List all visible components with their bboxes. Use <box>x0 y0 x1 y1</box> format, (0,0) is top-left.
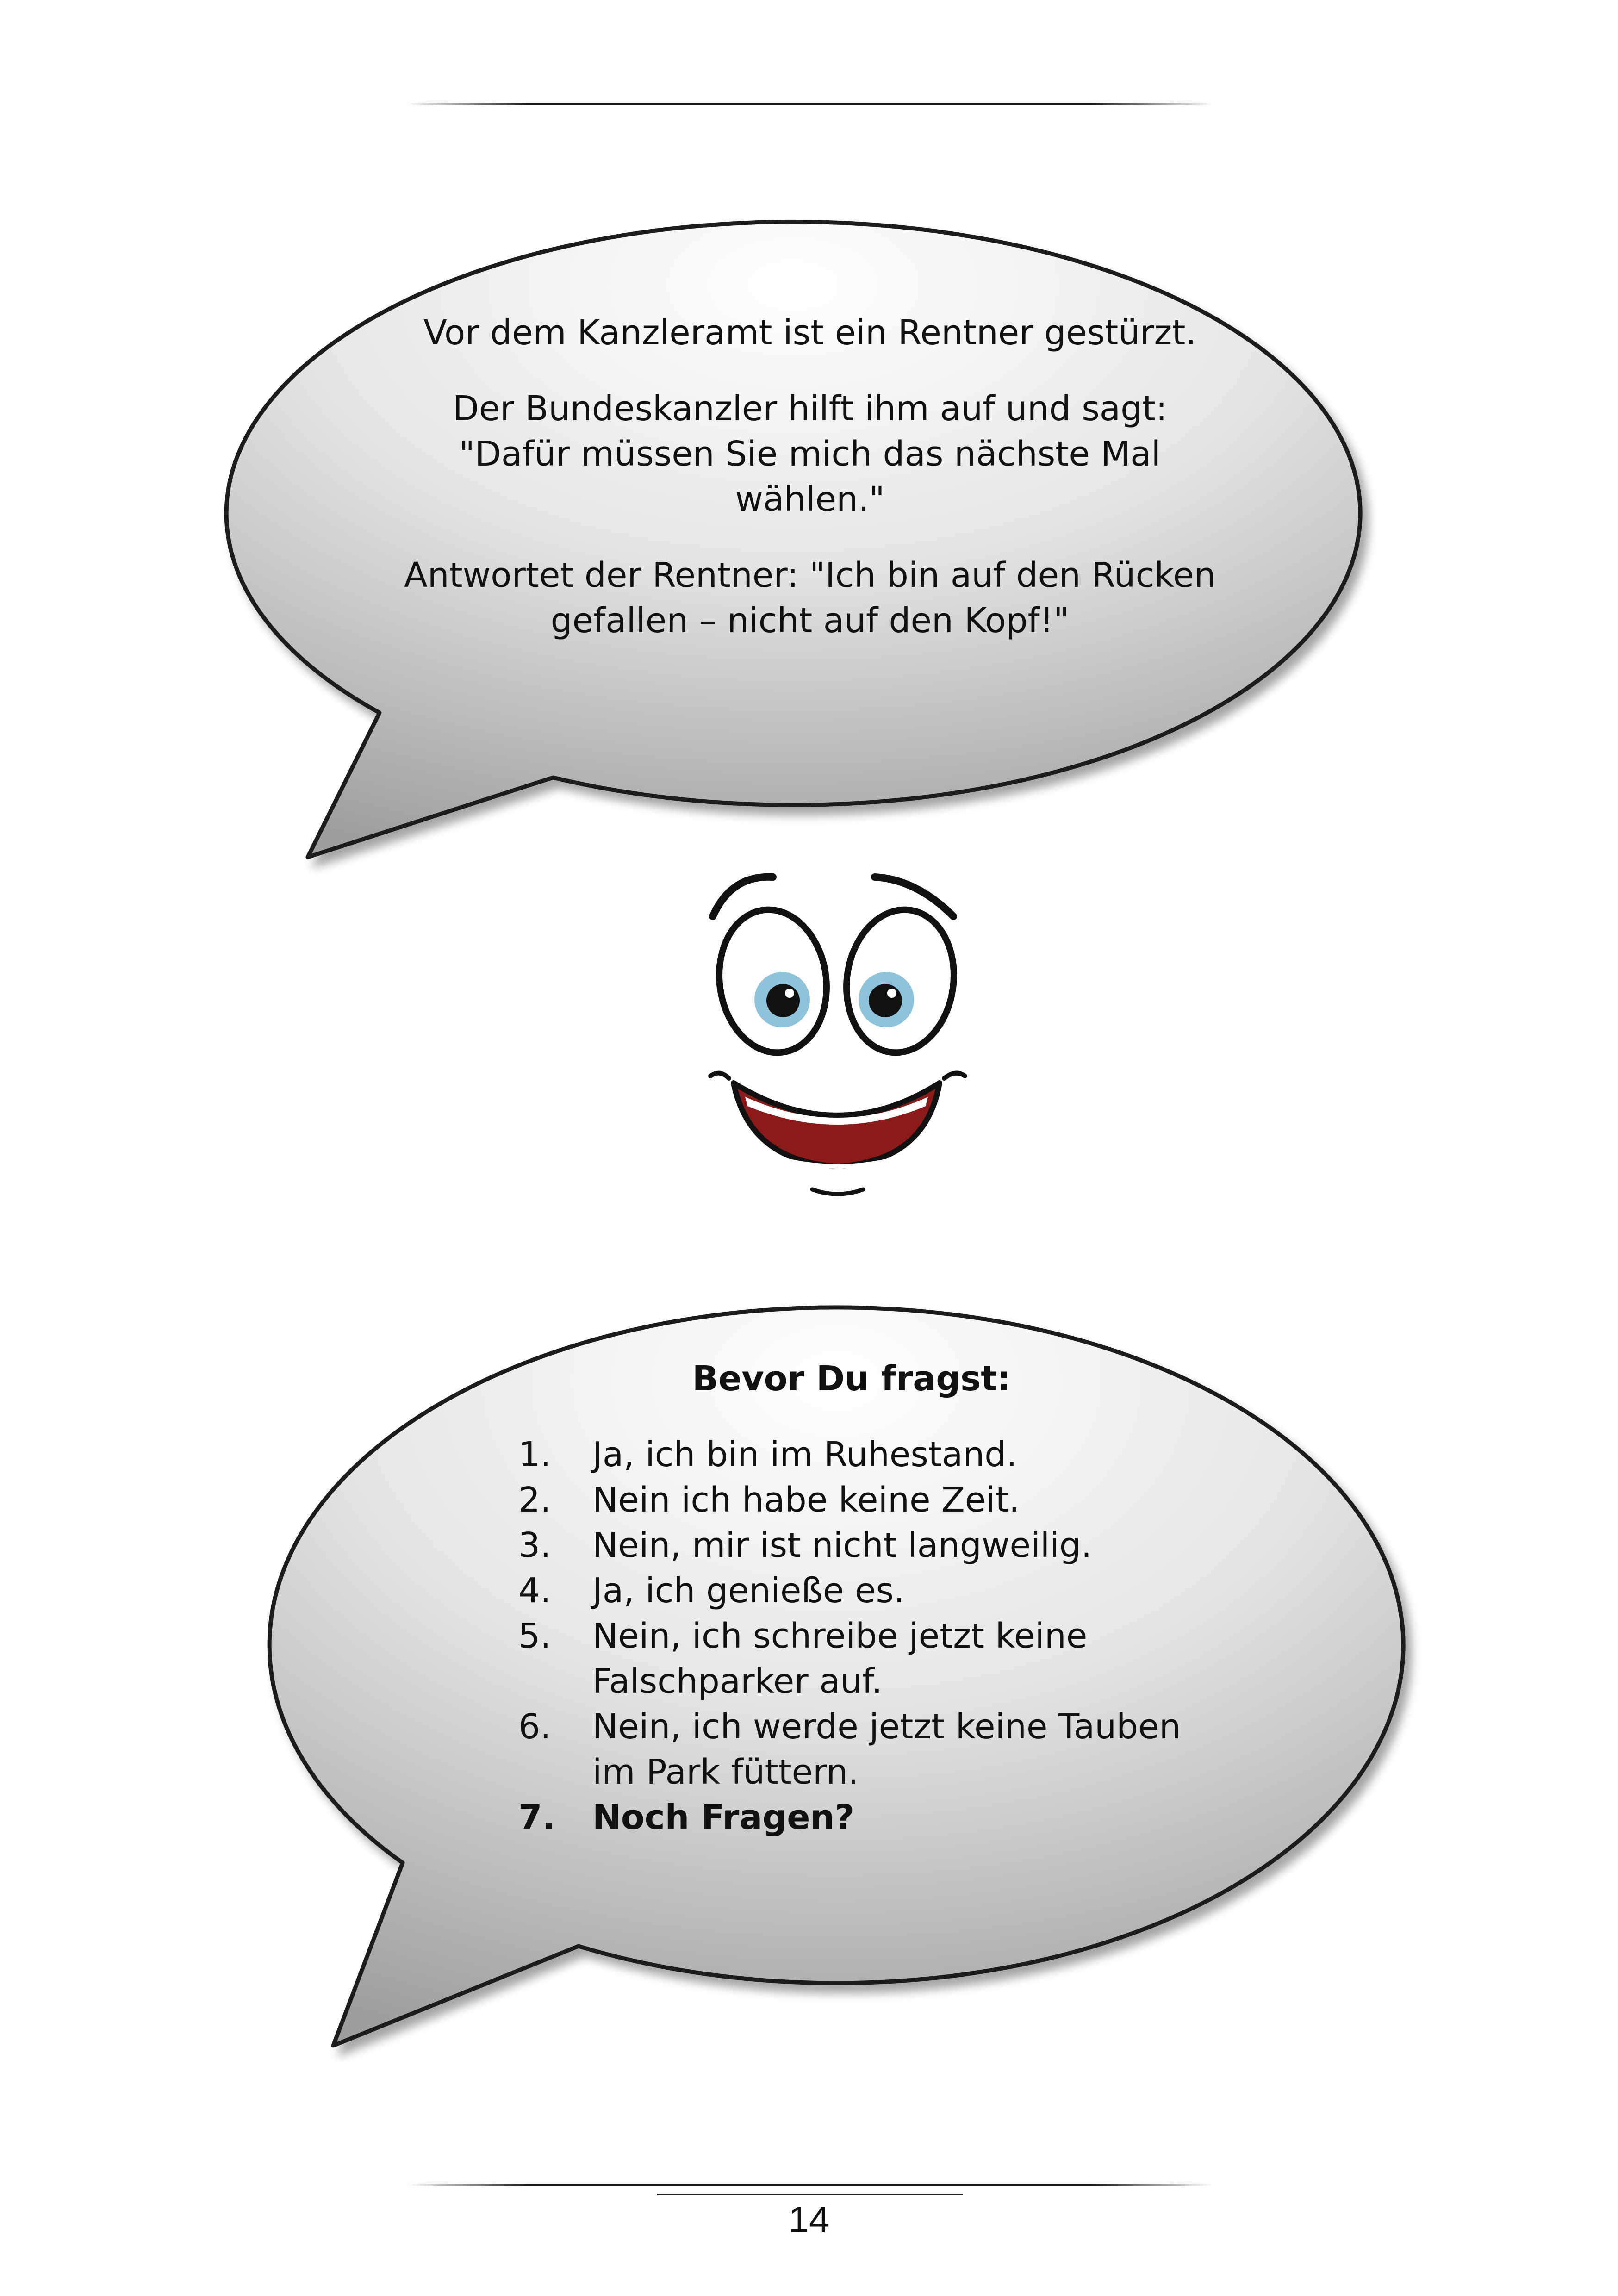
faq-list-block <box>491 1356 1231 1840</box>
list-item: 3. Nein, mir ist nicht langweilig. <box>518 1525 1092 1565</box>
joke-paragraph-1: Vor dem Kanzleramt ist ein Rentner gestürzt. <box>423 313 1196 353</box>
faq-list <box>491 1432 1231 1840</box>
list-item: 2. Nein ich habe keine Zeit. <box>518 1480 1020 1520</box>
page-number: 14 <box>788 2199 830 2240</box>
list-item: 6. Nein, ich werde jetzt keine Tauben im Park füttern. <box>518 1707 1181 1792</box>
joke-paragraph-2: Der Bundeskanzler hilft ihm auf und sagt: "Dafür müssen Sie mich das nächste Mal wählen." <box>452 389 1168 519</box>
joke-text <box>398 310 1222 674</box>
list-item: 1. Ja, ich bin im Ruhestand. <box>518 1435 1017 1475</box>
smiley-face-icon <box>703 865 972 1199</box>
footer-rule <box>407 2181 1213 2199</box>
list-item: 5. Nein, ich schreibe jetzt keine Falschparker auf. <box>518 1616 1088 1701</box>
list-item: 7. Noch Fragen? <box>518 1798 855 1837</box>
faq-heading: Bevor Du fragst: <box>692 1359 1011 1399</box>
joke-paragraph-3: Antwortet der Rentner: "Ich bin auf den Rücken gefallen – nicht auf den Kopf!" <box>404 555 1216 641</box>
list-item: 4. Ja, ich genieße es. <box>518 1571 905 1611</box>
